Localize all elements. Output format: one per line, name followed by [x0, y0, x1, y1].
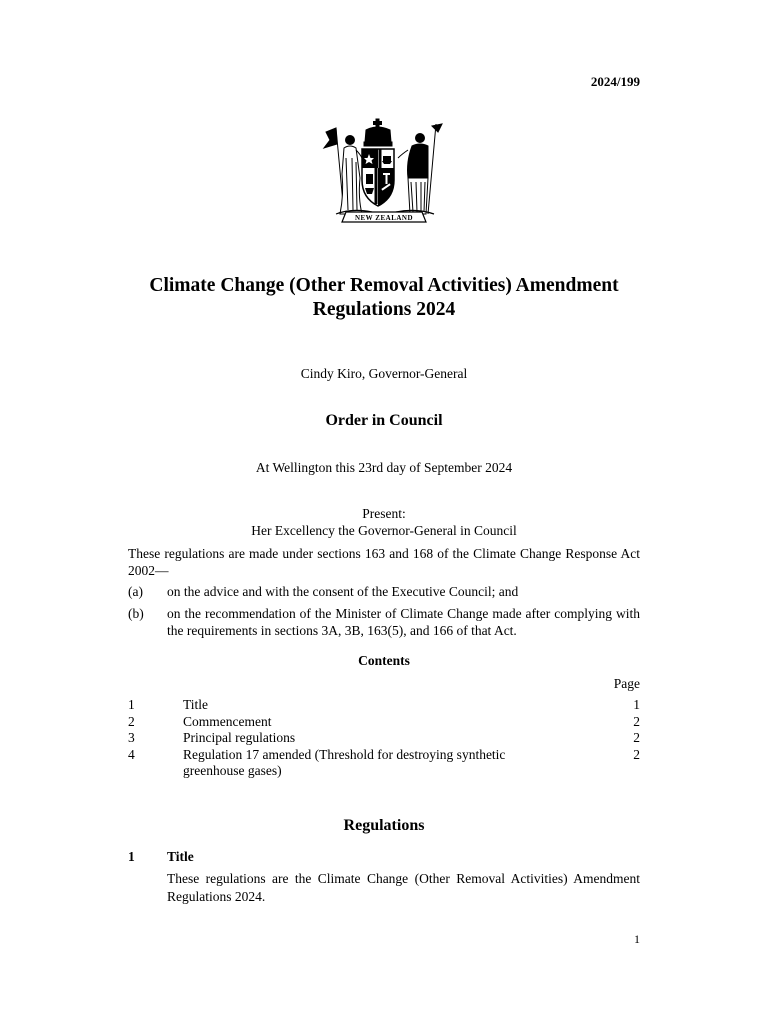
condition-text: on the advice and with the consent of the Executive Council; and — [167, 584, 519, 599]
toc-number: 4 — [128, 746, 135, 762]
signatory: Cindy Kiro, Governor-General — [300, 366, 468, 381]
toc-title: Commencement — [183, 713, 272, 729]
section-title: Title — [167, 849, 194, 864]
condition-text: on the recommendation of the Minister of Climate Change made after complying with the requirements in sections 3A, 3B, 163(5), and 166 of that Act. — [167, 606, 640, 638]
toc-page: 2 — [633, 730, 640, 745]
order-heading: Order in Council — [325, 412, 443, 429]
condition-a — [128, 583, 640, 600]
section-number: 1 — [128, 849, 135, 864]
toc-title: Regulation 17 amended (Threshold for destroying synthetic greenhouse gases) — [183, 746, 506, 778]
contents-page-label: Page — [613, 676, 640, 691]
condition-label: (a) — [128, 584, 143, 599]
regulations-heading: Regulations — [343, 817, 425, 834]
toc-entry[interactable] — [128, 730, 640, 747]
toc-entry[interactable] — [128, 747, 640, 780]
toc-entry[interactable] — [128, 697, 640, 714]
regulation-title — [100, 274, 668, 322]
present-label: Present: — [362, 506, 406, 521]
toc-page: 2 — [633, 713, 640, 729]
table-of-contents — [128, 697, 640, 780]
toc-entry[interactable] — [128, 714, 640, 731]
toc-title: Title — [183, 697, 209, 712]
section-text: These regulations are the Climate Change (Other Removal Activities) Amendment Regulations 2024. — [167, 871, 640, 904]
condition-b — [128, 605, 640, 639]
crest-banner-text: NEW ZEALAND — [354, 214, 414, 222]
title-line-1: Climate Change (Other Removal Activities) Amendment — [149, 275, 619, 296]
title-line-2: Regulations 2024 — [312, 299, 456, 320]
footer-page-number: 1 — [634, 932, 640, 946]
place-date: At Wellington this 23rd day of September 2024 — [255, 460, 513, 475]
coat-of-arms-icon — [322, 118, 446, 228]
toc-number: 1 — [128, 697, 135, 712]
toc-page: 2 — [633, 746, 640, 762]
present-who: Her Excellency the Governor-General in Council — [251, 523, 517, 538]
toc-number: 2 — [128, 713, 135, 729]
toc-page: 1 — [633, 697, 640, 712]
toc-title: Principal regulations — [183, 730, 296, 745]
condition-label: (b) — [128, 606, 144, 621]
document-number: 2024/199 — [590, 74, 640, 89]
toc-number: 3 — [128, 730, 135, 745]
contents-heading: Contents — [358, 653, 410, 668]
intro-paragraph: These regulations are made under sections 163 and 168 of the Climate Change Response Act 2002— — [128, 546, 640, 578]
